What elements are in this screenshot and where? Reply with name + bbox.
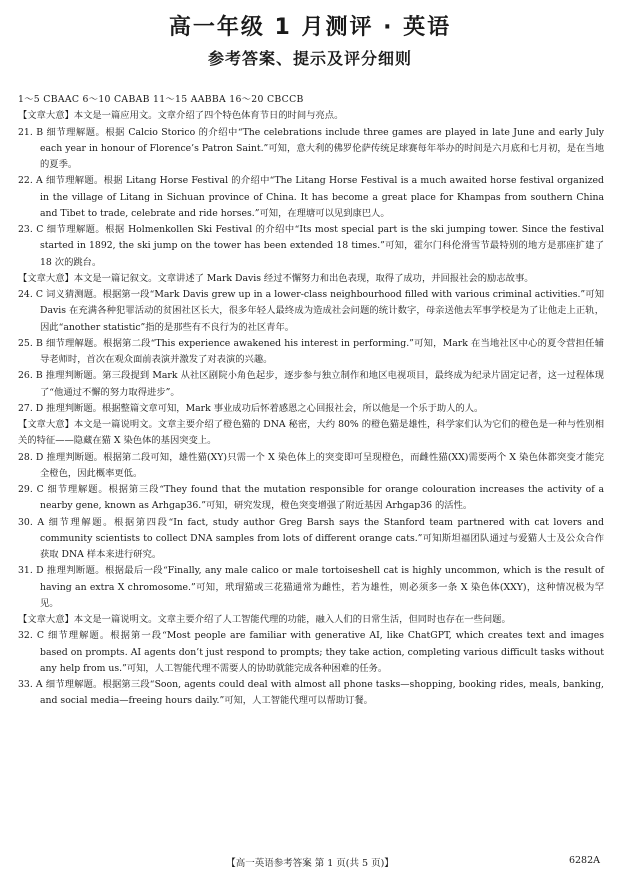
footer-label: 【高一英语参考答案 第 1 页(共 5 页)】 <box>226 858 394 869</box>
explanation-29: 29. C 细节理解题。根据第三段“They found that the mutation responsible for orange colouration increases the activity of a nearby gene, known as Arhgap36.”可知，研究发现，橙色突变增强了附近基因 Arhgap36 的活性。 <box>18 484 604 512</box>
explanation-26: 26. B 推理判断题。第三段提到 Mark 从社区剧院小角色起步，逐步参与独立制作和地区电视项目，最终成为纪录片固定记者，这一过程体现了“他通过不懈的努力取得进步”。 <box>18 370 604 398</box>
explanation-33: 33. A 细节理解题。根据第三段“Soon, agents could deal with almost all phone tasks—shopping, booking rides, meals, banking, and social media—freeing hours daily.”可知，人工智能代理可以帮助订餐。 <box>18 679 604 707</box>
explanation-30: 30. A 细节理解题。根据第四段“In fact, study author Greg Barsh says the Stanford team partnered with cat lovers and community scientists to collect DNA samples from lots of different orange cats.”可知斯坦福团队通过与爱猫人士及公众合作获取 DNA 样本来进行研究。 <box>18 516 604 560</box>
page-title: 高一年级 1 月测评 · 英语 <box>168 15 452 40</box>
passage-summary-c: 【文章大意】本文是一篇说明文。文章主要介绍了橙色猫的 DNA 秘密，大约 80% 的橙色猫是雄性，科学家们认为它们的橙色是一种与性别相关的特征——隐藏在猫 X 染色体的基因突变上。 <box>18 419 604 447</box>
document-code: 6282A <box>568 855 600 866</box>
explanation-32: 32. C 细节理解题。根据第一段“Most people are familiar with generative AI, like ChatGPT, which creates text and images based on prompts. AI agents don’t just respond to prompts; they take action, completing various difficult tasks without any help from us.”可知，人工智能代理不需要人的协助就能完成各种困难的任务。 <box>18 630 604 674</box>
explanation-25: 25. B 细节理解题。根据第二段“This experience awakened his interest in performing.”可知，Mark 在当地社区中心的夏令营担任辅导老师时，首次在观众面前表演并激发了对表演的兴趣。 <box>18 337 604 365</box>
page-subtitle: 参考答案、提示及评分细则 <box>207 49 412 68</box>
explanation-24: 24. C 词义猜测题。根据第一段“Mark Davis grew up in a lower-class neighbourhood filled with various criminal activities.”可知 Davis 在充满各种犯罪活动的贫困社区长大，很多年轻人最终成为造成社会问题的统计数字，母亲送他去军事学校是为了让他走上正轨，因此“another statistic”指的是那些有不良行为的社区青年。 <box>18 289 604 333</box>
answer-list: 1～5 CBAAC 6～10 CABAB 11～15 AABBA 16～20 CBCCB <box>18 94 304 105</box>
page-footer <box>0 855 620 869</box>
passage-summary-d: 【文章大意】本文是一篇说明文。文章主要介绍了人工智能代理的功能，融入人们的日常生活，但同时也存在一些问题。 <box>18 614 511 625</box>
explanation-22: 22. A 细节理解题。根据 Litang Horse Festival 的介绍中“The Litang Horse Festival is a much awaited horse festival organized in the village of Litang in Sichuan province of China. It has become a great place for Khampas from southern China and Tibet to trade, celebrate and ride horses.”可知，在理塘可以见到康巴人。 <box>18 175 604 219</box>
explanation-31: 31. D 推理判断题。根据最后一段“Finally, any male calico or male tortoiseshell cat is highly uncommon, which is the result of having an extra X chromosome.”可知，玳瑁猫或三花猫通常为雌性，若为雄性，则必须多一条 X 染色体(XXY)，这种情况极为罕见。 <box>18 565 604 609</box>
explanation-28: 28. D 推理判断题。根据第二段可知，雄性猫(XY)只需一个 X 染色体上的突变即可呈现橙色，而雌性猫(XX)需要两个 X 染色体都突变才能完全橙色，因此概率更低。 <box>18 451 604 479</box>
passage-summary-a: 【文章大意】本文是一篇应用文。文章介绍了四个特色体育节日的时间与亮点。 <box>18 110 344 122</box>
explanation-27: 27. D 推理判断题。根据整篇文章可知，Mark 事业成功后怀着感恩之心回报社会，所以他是一个乐于助人的人。 <box>18 402 484 414</box>
answer-body <box>18 92 604 710</box>
explanation-21: 21. B 细节理解题。根据 Calcio Storico 的介绍中“The celebrations include three games are played in late June and early July each year in honour of Florence’s Patron Saint.”可知，意大利的佛罗伦萨传统足球赛每年举办的时间是六月底和七月初，是在当地的夏季。 <box>18 126 604 170</box>
passage-summary-b: 【文章大意】本文是一篇记叙文。文章讲述了 Mark Davis 经过不懈努力和出色表现，取得了成功，并回报社会的励志故事。 <box>18 272 534 284</box>
explanation-23: 23. C 细节理解题。根据 Holmenkollen Ski Festival 的介绍中“Its most special part is the ski jumping tower. Since the festival started in 1892, the ski jump on the tower has been extended 18 times.”可知，霍尔门科伦滑雪节最特别的地方是那座扩建了 18 次的跳台。 <box>18 224 604 268</box>
